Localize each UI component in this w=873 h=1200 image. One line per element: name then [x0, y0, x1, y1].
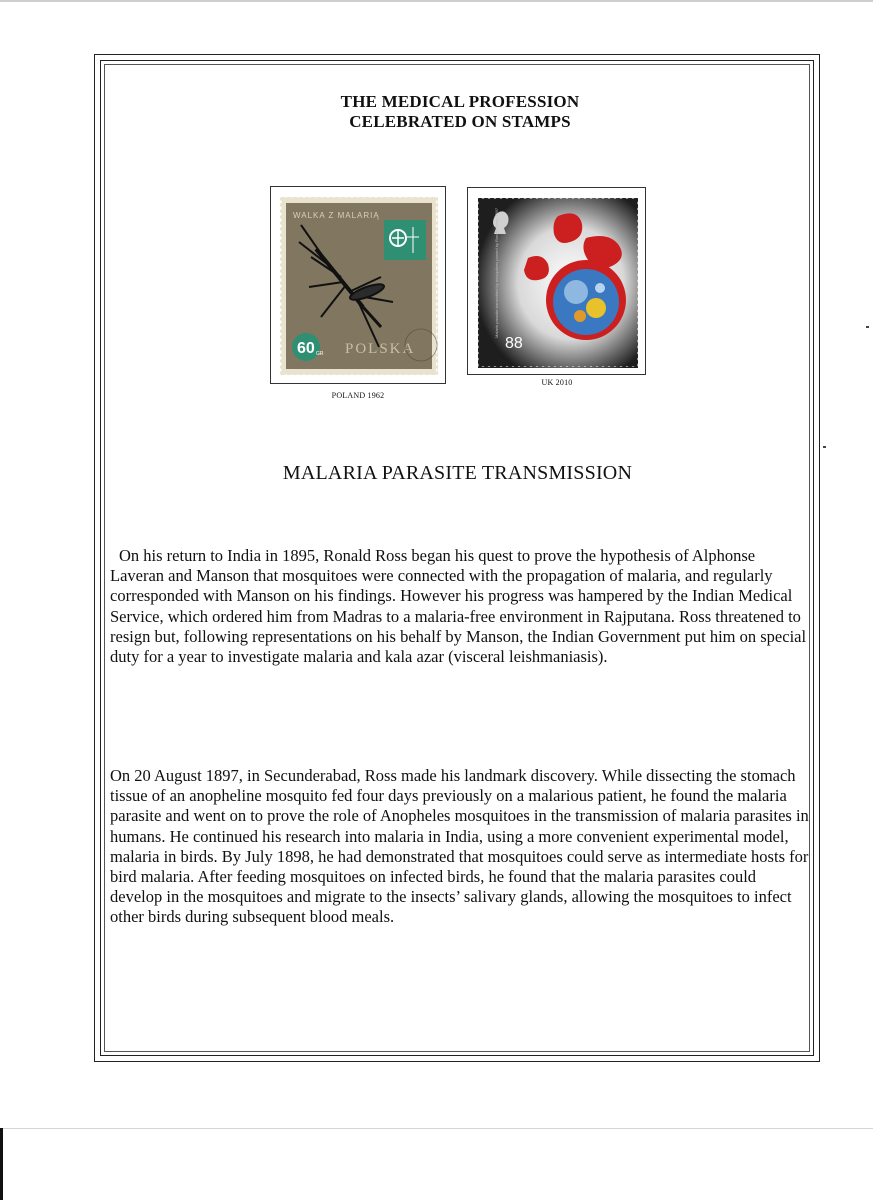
stamp-caption-uk: UK 2010: [541, 378, 573, 387]
page-title-line-1: THE MEDICAL PROFESSION: [340, 92, 580, 111]
stamp-uk-side-text: Malaria parasite transmitted by mosquitoes proved by Ronald Ross, 1897: [494, 207, 499, 338]
infected-cell-icon: [553, 269, 619, 335]
stamp-uk-value: 88: [505, 335, 523, 352]
scan-edge-top: [0, 0, 873, 2]
stamp-poland-image: [271, 187, 447, 385]
section-heading: MALARIA PARASITE TRANSMISSION: [282, 462, 633, 484]
scan-edge-mark: [0, 1128, 3, 1200]
page-title: [200, 92, 720, 132]
stamp-poland-country: POLSKA: [345, 341, 416, 357]
scan-speck: [866, 326, 869, 328]
stamp-caption-poland: POLAND 1962: [331, 391, 385, 400]
stamp-mount-uk: [467, 187, 646, 375]
scan-edge-bottom: [0, 1128, 873, 1129]
stamp-uk-image: [468, 188, 647, 376]
body-paragraph-1: On his return to India in 1895, Ronald Ross began his quest to prove the hypothesis of Alphonse Laveran and Manson that mosquitoes were connected with the propagation of malaria, and regularly corresponded with Manson on his findings. However his progress was hampered by the Indian Medical Service, which ordered him from Madras to a malaria-free environment in Rajputana. Ross threatened to resign but, following representations on his behalf by Manson, the Indian Government put him on special duty for a year to investigate malaria and kala azar (visceral leishmaniasis).: [110, 546, 807, 667]
stamp-mount-poland: [270, 186, 446, 384]
stamp-poland-value: 60: [297, 340, 315, 357]
page-title-line-2: CELEBRATED ON STAMPS: [349, 112, 571, 131]
stamp-poland-top-text: WALKA Z MALARIĄ: [293, 211, 380, 220]
scan-speck: [823, 446, 826, 448]
stamp-poland-value-unit: GR: [316, 351, 324, 357]
body-paragraph-2: On 20 August 1897, in Secunderabad, Ross made his landmark discovery. While dissecting the stomach tissue of an anopheline mosquito fed four days previously on a malarious patient, he found the malaria parasite and went on to prove the role of Anopheles mosquitoes in the transmission of malaria parasites in humans. He continued his research into malaria in India, using a more convenient experimental model, malaria in birds. By July 1898, he had demonstrated that mosquitoes could serve as intermediate hosts for bird malaria. After feeding mosquitoes on infected birds, he found that the malaria parasites could develop in the mosquitoes and migrate to the insects’ salivary glands, allowing the mosquitoes to infect other birds during subsequent blood meals.: [110, 766, 809, 927]
